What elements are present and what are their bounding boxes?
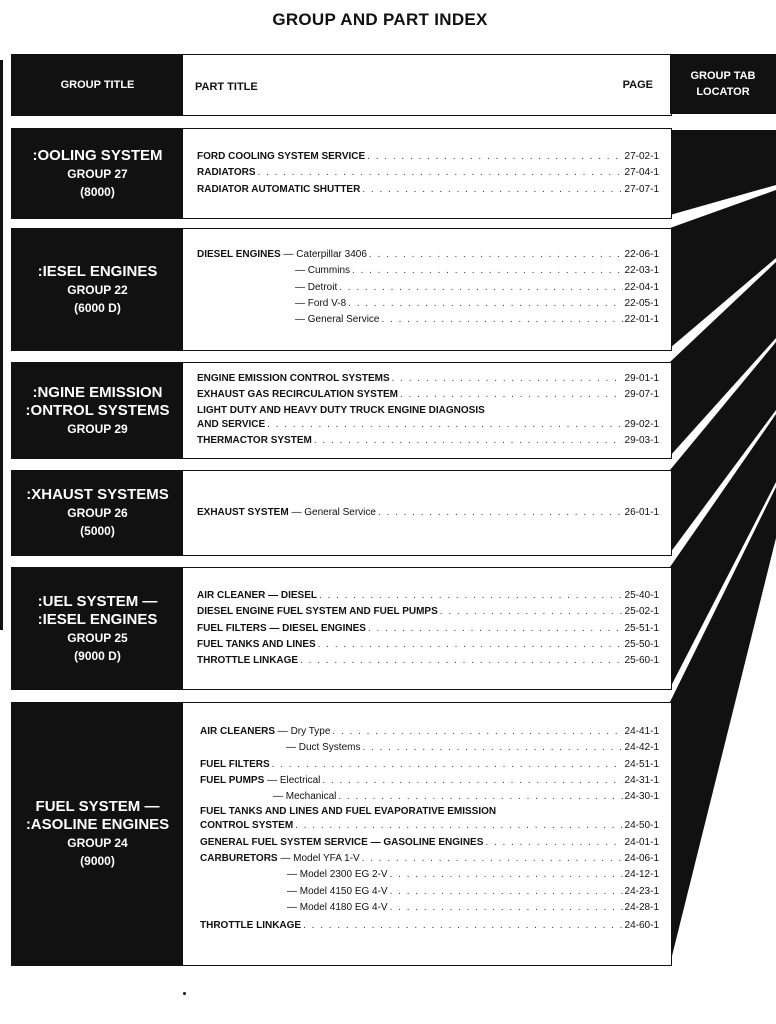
part-entry[interactable]: — Detroit . . . 22-04-1 [197, 280, 659, 296]
group-name: :OOLING SYSTEM [32, 146, 163, 164]
group-number: GROUP 25 [67, 630, 128, 645]
part-entry[interactable]: DIESEL ENGINE FUEL SYSTEM AND FUEL PUMPS . . . 25-02-1 [197, 604, 659, 620]
part-list [197, 588, 659, 669]
part-title-heading: PART TITLE [195, 81, 258, 93]
group-section-fuel-gasoline [11, 702, 672, 966]
part-entry[interactable]: — Model 2300 EG 2-V . . . 24-12-1 [200, 867, 659, 883]
group-name: FUEL SYSTEM — [35, 798, 160, 815]
part-entry[interactable]: — Mechanical . . . 24-30-1 [200, 789, 659, 805]
group-code: (6000 D) [74, 300, 121, 315]
part-entry[interactable]: RADIATORS . . . 27-04-1 [197, 165, 659, 181]
part-entry[interactable]: — Model 4150 EG 4-V . . . 24-23-1 [200, 884, 659, 900]
group-code: (9000) [80, 854, 115, 868]
group-number: GROUP 29 [67, 421, 128, 436]
part-entry[interactable]: AIR CLEANER — DIESEL . . . 25-40-1 [197, 588, 659, 604]
part-entry[interactable]: AIR CLEANERS — Dry Type . . . 24-41-1 [200, 724, 659, 740]
part-list [197, 371, 659, 449]
part-entry[interactable]: FUEL TANKS AND LINES . . . 25-50-1 [197, 637, 659, 653]
stray-mark [183, 992, 186, 995]
group-tab-locator-heading: GROUP TAB LOCATOR [670, 54, 776, 114]
group-block [12, 129, 183, 218]
group-block [12, 568, 183, 689]
part-list [200, 724, 659, 935]
part-entry[interactable]: EXHAUST GAS RECIRCULATION SYSTEM . . . 29-07-1 [197, 387, 659, 403]
page-title: GROUP AND PART INDEX [272, 10, 488, 29]
part-entry[interactable]: GENERAL FUEL SYSTEM SERVICE — GASOLINE ENGINES . . . 24-01-1 [200, 835, 659, 851]
group-section-exhaust [11, 470, 672, 556]
group-section-cooling [11, 128, 672, 219]
group-block [12, 229, 183, 350]
group-number: GROUP 27 [67, 166, 128, 181]
part-entry[interactable]: FORD COOLING SYSTEM SERVICE . . . 27-02-1 [197, 149, 659, 165]
part-list [197, 149, 659, 198]
group-name-line2: :ONTROL SYSTEMS [25, 401, 170, 419]
part-entry[interactable]: CARBURETORS — Model YFA 1-V . . . 24-06-1 [200, 851, 659, 867]
part-entry[interactable]: FUEL FILTERS — DIESEL ENGINES . . . 25-51-1 [197, 621, 659, 637]
part-entry[interactable]: FUEL PUMPS — Electrical . . . 24-31-1 [200, 773, 659, 789]
group-name-line2: :IESEL ENGINES [37, 610, 158, 628]
part-entry-continued[interactable]: AND SERVICE . . . 29-02-1 [197, 417, 659, 433]
part-entry[interactable]: — Model 4180 EG 4-V . . . 24-28-1 [200, 900, 659, 916]
group-block [12, 363, 183, 458]
part-entry-continued[interactable]: CONTROL SYSTEM . . . 24-50-1 [200, 818, 659, 834]
part-entry[interactable]: ENGINE EMISSION CONTROL SYSTEMS . . . 29-01-1 [197, 371, 659, 387]
part-entry[interactable]: LIGHT DUTY AND HEAVY DUTY TRUCK ENGINE DIAGNOSIS [197, 404, 485, 416]
group-name: :UEL SYSTEM — [37, 592, 158, 610]
part-entry[interactable]: DIESEL ENGINES — Caterpillar 3406 . . . 22-06-1 [197, 247, 659, 263]
group-number: GROUP 24 [67, 836, 128, 850]
page-heading: PAGE [622, 79, 653, 91]
group-number: GROUP 26 [67, 506, 128, 520]
part-entry[interactable]: THROTTLE LINKAGE . . . 25-60-1 [197, 653, 659, 669]
part-entry[interactable]: THERMACTOR SYSTEM . . . 29-03-1 [197, 433, 659, 449]
group-section-fuel-diesel [11, 567, 672, 690]
part-entry[interactable]: RADIATOR AUTOMATIC SHUTTER . . . 27-07-1 [197, 182, 659, 198]
part-entry[interactable]: — Ford V-8 . . . 22-05-1 [197, 296, 659, 312]
group-name: :NGINE EMISSION [32, 383, 163, 401]
group-block [12, 471, 183, 555]
group-code: (5000) [80, 524, 115, 538]
group-name: :IESEL ENGINES [37, 262, 158, 280]
left-edge-mark [0, 60, 3, 630]
part-entry[interactable]: FUEL FILTERS . . . 24-51-1 [200, 757, 659, 773]
part-list [197, 247, 659, 328]
group-block [12, 703, 183, 965]
part-list [197, 505, 659, 521]
group-title-heading: GROUP TITLE [12, 55, 183, 115]
part-entry[interactable]: — Duct Systems . . . 24-42-1 [200, 740, 659, 756]
part-entry[interactable]: — General Service . . . 22-01-1 [197, 312, 659, 328]
part-entry[interactable]: — Cummins . . . 22-03-1 [197, 263, 659, 279]
part-entry[interactable]: FUEL TANKS AND LINES AND FUEL EVAPORATIVE EMISSION [200, 806, 497, 818]
group-code: (8000) [80, 184, 115, 199]
group-section-diesel-engines [11, 228, 672, 351]
group-section-engine-emission [11, 362, 672, 459]
group-name-line2: :ASOLINE ENGINES [25, 816, 170, 833]
group-number: GROUP 22 [67, 282, 128, 297]
part-entry[interactable]: THROTTLE LINKAGE . . . 24-60-1 [200, 918, 659, 934]
group-name: :XHAUST SYSTEMS [26, 486, 169, 503]
part-entry[interactable]: EXHAUST SYSTEM — General Service . . . 26-01-1 [197, 505, 659, 521]
group-code: (9000 D) [74, 648, 121, 663]
